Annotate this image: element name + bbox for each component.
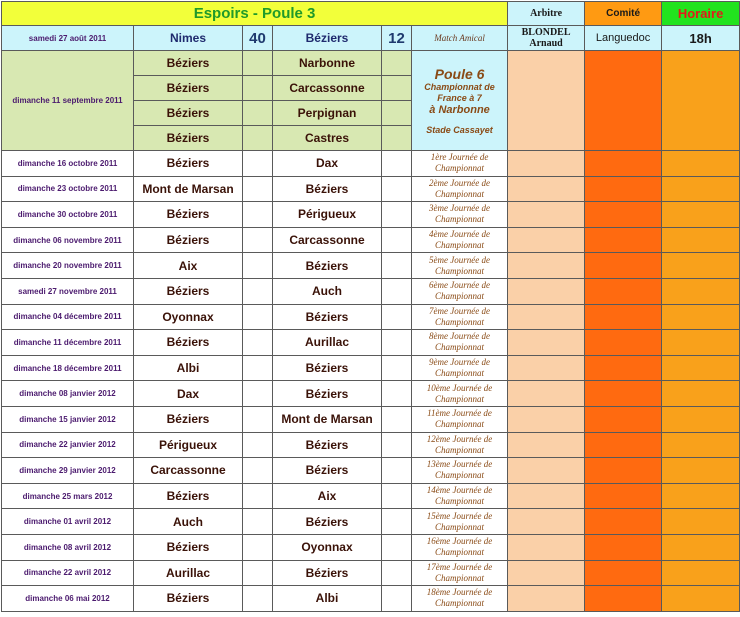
fixture-away: Auch: [273, 278, 382, 304]
fixture-away-score: [382, 304, 412, 330]
tournament-home-4: Béziers: [134, 126, 243, 151]
header-row: [2, 2, 740, 26]
fixture-horaire-cell: [662, 355, 740, 381]
tournament-home-3: Béziers: [134, 101, 243, 126]
fixture-comite-cell: [585, 406, 662, 432]
fixture-away: Oyonnax: [273, 534, 382, 560]
tournament-score-away-2: [382, 76, 412, 101]
fixture-round: 2ème Journée de Championnat: [412, 176, 508, 202]
fixture-round: 12ème Journée de Championnat: [412, 432, 508, 458]
fixture-home-score: [243, 483, 273, 509]
fixture-row: [2, 278, 740, 304]
fixture-horaire-cell: [662, 330, 740, 356]
tournament-row: [2, 51, 740, 76]
tournament-note-stade: Stade Cassayet: [426, 124, 493, 135]
fixture-arbitre-cell: [508, 202, 585, 228]
fixture-away: Carcassonne: [273, 227, 382, 253]
amical-away: Béziers: [273, 26, 382, 51]
fixture-home: Béziers: [134, 586, 243, 612]
fixture-horaire-cell: [662, 586, 740, 612]
fixture-arbitre-cell: [508, 151, 585, 177]
fixture-round: 15ème Journée de Championnat: [412, 509, 508, 535]
fixture-arbitre-cell: [508, 483, 585, 509]
fixture-row: [2, 534, 740, 560]
fixture-home: Béziers: [134, 202, 243, 228]
fixture-home: Aurillac: [134, 560, 243, 586]
fixture-row: [2, 509, 740, 535]
fixture-row: [2, 176, 740, 202]
fixture-arbitre-cell: [508, 509, 585, 535]
fixture-round: 8ème Journée de Championnat: [412, 330, 508, 356]
fixture-away: Albi: [273, 586, 382, 612]
fixture-row: [2, 202, 740, 228]
tournament-score-away-3: [382, 101, 412, 126]
fixture-comite-cell: [585, 202, 662, 228]
tournament-score-away-1: [382, 51, 412, 76]
fixture-date: dimanche 25 mars 2012: [2, 483, 134, 509]
fixture-row: [2, 586, 740, 612]
tournament-score-home-3: [243, 101, 273, 126]
page-title: Espoirs - Poule 3: [2, 2, 508, 26]
fixture-home: Aix: [134, 253, 243, 279]
fixture-home-score: [243, 406, 273, 432]
tournament-arbitre-cell: [508, 51, 585, 151]
fixture-horaire-cell: [662, 253, 740, 279]
fixture-home-score: [243, 330, 273, 356]
fixture-away: Béziers: [273, 176, 382, 202]
fixture-away-score: [382, 151, 412, 177]
fixture-home-score: [243, 202, 273, 228]
fixture-row: [2, 304, 740, 330]
fixture-arbitre-cell: [508, 330, 585, 356]
fixture-home-score: [243, 586, 273, 612]
fixture-comite-cell: [585, 483, 662, 509]
fixture-comite-cell: [585, 560, 662, 586]
fixture-date: dimanche 22 janvier 2012: [2, 432, 134, 458]
fixture-date: dimanche 11 décembre 2011: [2, 330, 134, 356]
fixture-comite-cell: [585, 253, 662, 279]
amical-away-score: 12: [382, 26, 412, 51]
fixture-comite-cell: [585, 304, 662, 330]
fixture-arbitre-cell: [508, 278, 585, 304]
fixture-home-score: [243, 278, 273, 304]
fixture-home-score: [243, 534, 273, 560]
fixture-away: Béziers: [273, 355, 382, 381]
fixture-home: Béziers: [134, 278, 243, 304]
fixture-arbitre-cell: [508, 253, 585, 279]
fixture-round: 4ème Journée de Championnat: [412, 227, 508, 253]
fixture-home-score: [243, 227, 273, 253]
fixture-horaire-cell: [662, 278, 740, 304]
fixture-date: dimanche 30 octobre 2011: [2, 202, 134, 228]
fixture-round: 17ème Journée de Championnat: [412, 560, 508, 586]
fixture-date: dimanche 23 octobre 2011: [2, 176, 134, 202]
fixture-comite-cell: [585, 355, 662, 381]
fixture-away-score: [382, 278, 412, 304]
fixture-home: Béziers: [134, 227, 243, 253]
fixture-round: 7ème Journée de Championnat: [412, 304, 508, 330]
fixture-arbitre-cell: [508, 432, 585, 458]
tournament-away-3: Perpignan: [273, 101, 382, 126]
tournament-comite-cell: [585, 51, 662, 151]
fixture-arbitre-cell: [508, 176, 585, 202]
fixture-away: Béziers: [273, 432, 382, 458]
fixture-horaire-cell: [662, 202, 740, 228]
fixture-away: Dax: [273, 151, 382, 177]
fixture-away: Mont de Marsan: [273, 406, 382, 432]
fixture-away-score: [382, 202, 412, 228]
fixture-home: Auch: [134, 509, 243, 535]
tournament-note-place: à Narbonne: [429, 103, 490, 116]
fixture-arbitre-cell: [508, 227, 585, 253]
fixture-arbitre-cell: [508, 406, 585, 432]
fixture-round: 14ème Journée de Championnat: [412, 483, 508, 509]
fixture-horaire-cell: [662, 432, 740, 458]
fixture-comite-cell: [585, 278, 662, 304]
fixture-away-score: [382, 253, 412, 279]
amical-date: samedi 27 août 2011: [2, 26, 134, 51]
fixture-comite-cell: [585, 176, 662, 202]
tournament-away-2: Carcassonne: [273, 76, 382, 101]
horaire-header: Horaire: [662, 2, 740, 26]
fixture-row: [2, 253, 740, 279]
fixture-date: dimanche 04 décembre 2011: [2, 304, 134, 330]
fixture-away: Aix: [273, 483, 382, 509]
fixture-arbitre-cell: [508, 534, 585, 560]
fixture-home: Oyonnax: [134, 304, 243, 330]
fixture-away-score: [382, 227, 412, 253]
tournament-away-1: Narbonne: [273, 51, 382, 76]
fixture-date: dimanche 15 janvier 2012: [2, 406, 134, 432]
fixture-horaire-cell: [662, 509, 740, 535]
fixture-home: Mont de Marsan: [134, 176, 243, 202]
fixture-arbitre-cell: [508, 458, 585, 484]
fixture-row: [2, 432, 740, 458]
fixture-date: dimanche 06 mai 2012: [2, 586, 134, 612]
fixture-away: Aurillac: [273, 330, 382, 356]
fixture-date: dimanche 20 novembre 2011: [2, 253, 134, 279]
fixture-row: [2, 483, 740, 509]
fixture-date: dimanche 22 avril 2012: [2, 560, 134, 586]
fixture-home-score: [243, 381, 273, 407]
amical-comite: Languedoc: [585, 26, 662, 51]
fixture-date: dimanche 06 novembre 2011: [2, 227, 134, 253]
fixture-date: dimanche 18 décembre 2011: [2, 355, 134, 381]
fixture-round: 13ème Journée de Championnat: [412, 458, 508, 484]
fixture-comite-cell: [585, 534, 662, 560]
fixture-horaire-cell: [662, 406, 740, 432]
fixture-home-score: [243, 151, 273, 177]
fixture-home-score: [243, 432, 273, 458]
tournament-home-1: Béziers: [134, 51, 243, 76]
fixture-row: [2, 560, 740, 586]
fixture-horaire-cell: [662, 227, 740, 253]
fixture-away-score: [382, 534, 412, 560]
fixture-horaire-cell: [662, 458, 740, 484]
amical-hour: 18h: [662, 26, 740, 51]
fixture-home: Périgueux: [134, 432, 243, 458]
fixture-horaire-cell: [662, 304, 740, 330]
fixture-away: Béziers: [273, 381, 382, 407]
fixture-away-score: [382, 330, 412, 356]
fixture-arbitre-cell: [508, 560, 585, 586]
fixture-round: 1ère Journée de Championnat: [412, 151, 508, 177]
fixture-row: [2, 458, 740, 484]
fixture-row: [2, 151, 740, 177]
fixture-away: Béziers: [273, 304, 382, 330]
tournament-note-sub: Championnat de France à 7: [424, 81, 495, 103]
tournament-score-home-1: [243, 51, 273, 76]
amical-home: Nimes: [134, 26, 243, 51]
fixture-date: dimanche 01 avril 2012: [2, 509, 134, 535]
fixture-comite-cell: [585, 381, 662, 407]
fixture-row: [2, 381, 740, 407]
fixture-horaire-cell: [662, 560, 740, 586]
fixture-away: Béziers: [273, 253, 382, 279]
fixture-home: Carcassonne: [134, 458, 243, 484]
fixture-away-score: [382, 406, 412, 432]
fixture-date: dimanche 08 janvier 2012: [2, 381, 134, 407]
tournament-score-home-2: [243, 76, 273, 101]
fixture-round: 11ème Journée de Championnat: [412, 406, 508, 432]
fixture-away-score: [382, 586, 412, 612]
fixture-home: Béziers: [134, 151, 243, 177]
fixture-comite-cell: [585, 330, 662, 356]
fixture-away: Béziers: [273, 458, 382, 484]
fixture-away-score: [382, 381, 412, 407]
tournament-score-home-4: [243, 126, 273, 151]
tournament-horaire-cell: [662, 51, 740, 151]
fixture-home-score: [243, 509, 273, 535]
arbitre-header: Arbitre: [508, 2, 585, 26]
tournament-note: [412, 51, 508, 151]
tournament-home-2: Béziers: [134, 76, 243, 101]
fixture-arbitre-cell: [508, 355, 585, 381]
fixture-away-score: [382, 483, 412, 509]
fixture-round: 9ème Journée de Championnat: [412, 355, 508, 381]
fixture-horaire-cell: [662, 176, 740, 202]
fixture-home-score: [243, 176, 273, 202]
fixture-home: Béziers: [134, 534, 243, 560]
fixture-round: 10ème Journée de Championnat: [412, 381, 508, 407]
amical-type: Match Amical: [412, 26, 508, 51]
fixture-comite-cell: [585, 458, 662, 484]
fixture-row: [2, 355, 740, 381]
fixture-home: Béziers: [134, 330, 243, 356]
fixture-row: [2, 227, 740, 253]
fixture-home-score: [243, 253, 273, 279]
fixture-round: 16ème Journée de Championnat: [412, 534, 508, 560]
fixture-home-score: [243, 458, 273, 484]
tournament-date: dimanche 11 septembre 2011: [2, 51, 134, 151]
fixture-home: Béziers: [134, 406, 243, 432]
fixture-home: Dax: [134, 381, 243, 407]
fixture-comite-cell: [585, 509, 662, 535]
fixture-comite-cell: [585, 586, 662, 612]
fixture-round: 5ème Journée de Championnat: [412, 253, 508, 279]
fixture-horaire-cell: [662, 151, 740, 177]
fixture-horaire-cell: [662, 483, 740, 509]
fixture-away-score: [382, 432, 412, 458]
comite-header: Comité: [585, 2, 662, 26]
amical-row: [2, 26, 740, 51]
fixture-comite-cell: [585, 151, 662, 177]
fixture-away: Béziers: [273, 560, 382, 586]
amical-referee: BLONDEL Arnaud: [508, 26, 585, 51]
fixture-arbitre-cell: [508, 304, 585, 330]
fixture-away: Béziers: [273, 509, 382, 535]
fixture-away-score: [382, 458, 412, 484]
fixture-row: [2, 330, 740, 356]
fixture-away-score: [382, 355, 412, 381]
fixture-round: 3ème Journée de Championnat: [412, 202, 508, 228]
fixture-date: samedi 27 novembre 2011: [2, 278, 134, 304]
fixture-round: 6ème Journée de Championnat: [412, 278, 508, 304]
tournament-note-title: Poule 6: [434, 65, 485, 82]
fixture-comite-cell: [585, 432, 662, 458]
fixture-date: dimanche 16 octobre 2011: [2, 151, 134, 177]
fixture-horaire-cell: [662, 381, 740, 407]
fixture-away: Périgueux: [273, 202, 382, 228]
tournament-away-4: Castres: [273, 126, 382, 151]
fixture-away-score: [382, 176, 412, 202]
fixture-home-score: [243, 560, 273, 586]
amical-home-score: 40: [243, 26, 273, 51]
fixture-arbitre-cell: [508, 586, 585, 612]
fixture-arbitre-cell: [508, 381, 585, 407]
fixture-horaire-cell: [662, 534, 740, 560]
fixture-comite-cell: [585, 227, 662, 253]
fixture-home-score: [243, 355, 273, 381]
fixture-home-score: [243, 304, 273, 330]
fixtures-table: [1, 1, 740, 612]
tournament-score-away-4: [382, 126, 412, 151]
fixture-away-score: [382, 560, 412, 586]
fixture-date: dimanche 29 janvier 2012: [2, 458, 134, 484]
fixture-home: Albi: [134, 355, 243, 381]
fixture-home: Béziers: [134, 483, 243, 509]
fixture-date: dimanche 08 avril 2012: [2, 534, 134, 560]
fixture-away-score: [382, 509, 412, 535]
fixture-row: [2, 406, 740, 432]
fixture-round: 18ème Journée de Championnat: [412, 586, 508, 612]
